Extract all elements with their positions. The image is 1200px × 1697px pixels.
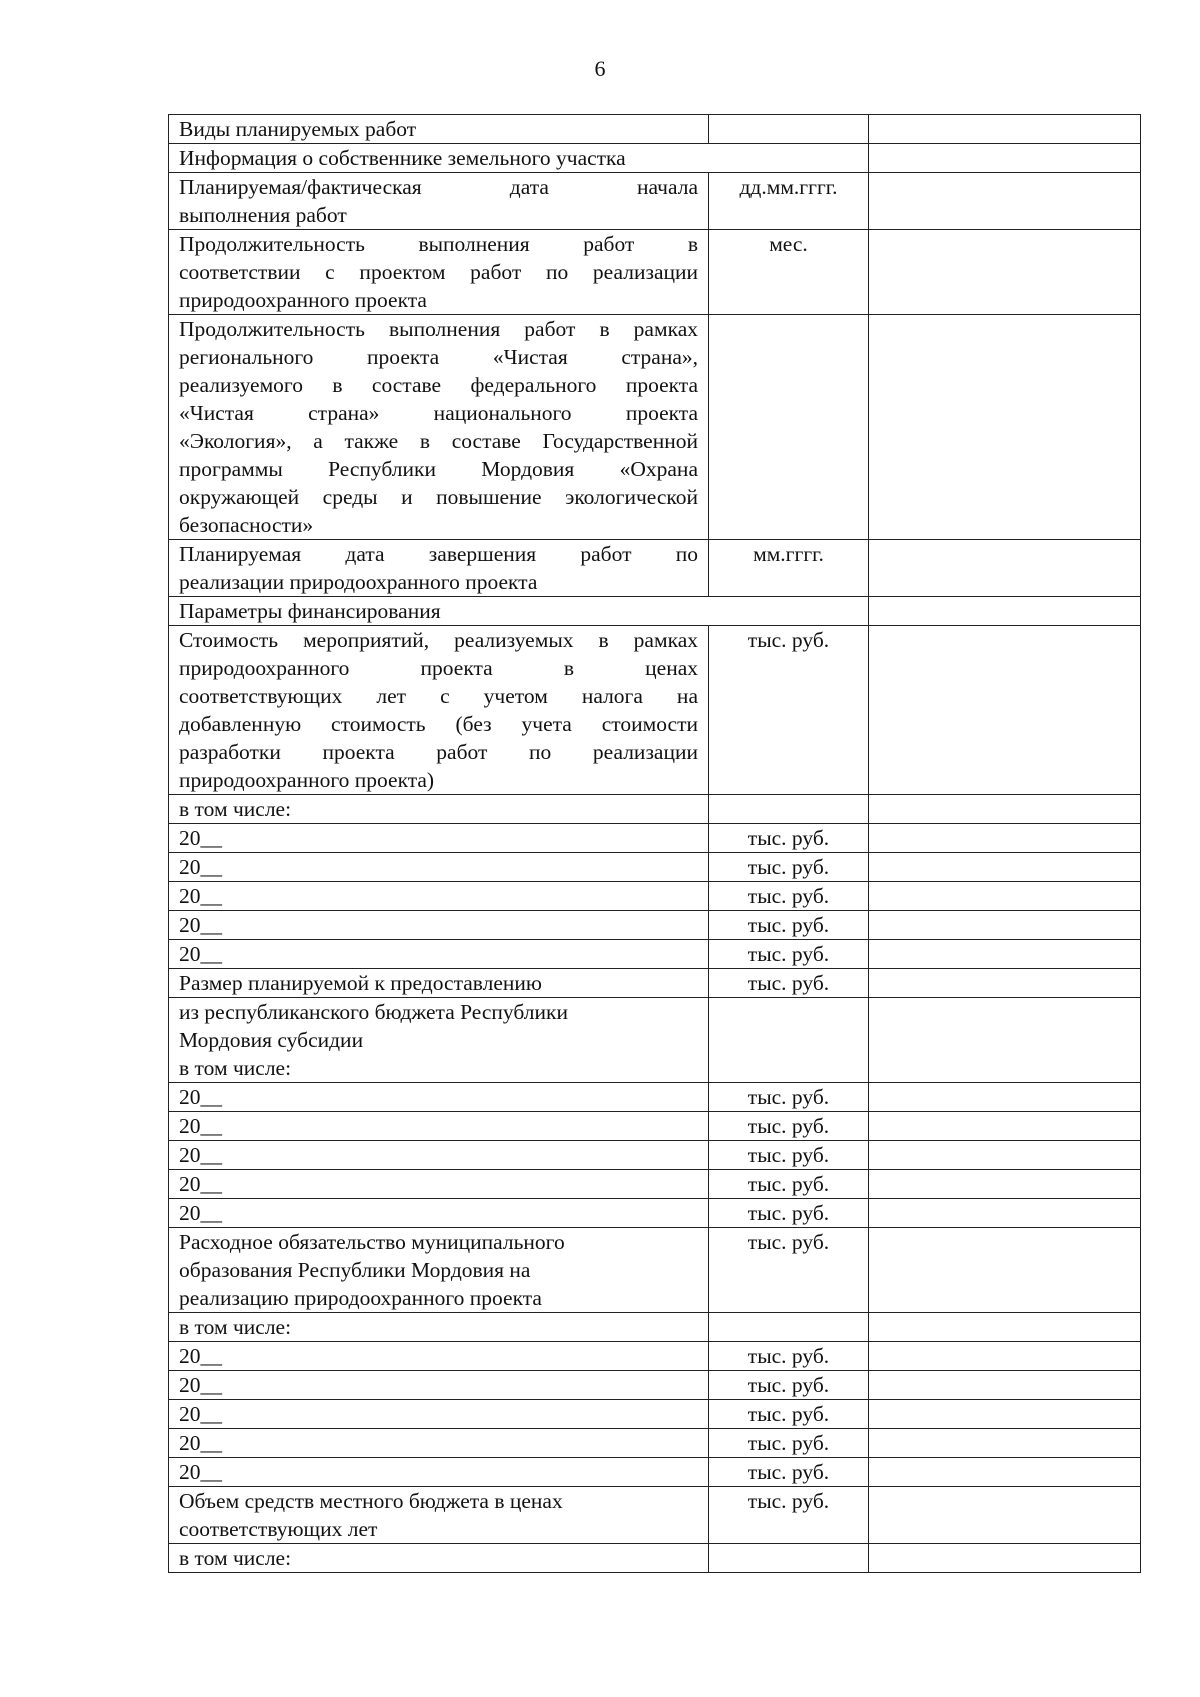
form-row bbox=[169, 998, 1141, 1083]
unit-cell bbox=[709, 1313, 869, 1342]
unit-cell bbox=[709, 115, 869, 144]
indicator-text-line: 20__ bbox=[179, 1402, 222, 1426]
unit-cell: мес. bbox=[709, 230, 869, 315]
indicator-cell bbox=[169, 853, 709, 882]
value-cell[interactable] bbox=[869, 853, 1141, 882]
form-row bbox=[169, 1487, 1141, 1544]
unit-cell: тыс. руб. bbox=[709, 882, 869, 911]
value-cell[interactable] bbox=[869, 540, 1141, 597]
indicator-cell bbox=[169, 540, 709, 597]
indicator-cell bbox=[169, 1170, 709, 1199]
indicator-text-line: разработки проекта работ по реализации bbox=[179, 740, 698, 764]
indicator-text-line: в том числе: bbox=[179, 1056, 292, 1080]
value-cell[interactable] bbox=[869, 1458, 1141, 1487]
form-row bbox=[169, 626, 1141, 795]
indicator-cell bbox=[169, 1400, 709, 1429]
indicator-text-line: Информация о собственнике земельного участка bbox=[179, 146, 626, 170]
form-row bbox=[169, 230, 1141, 315]
indicator-text-line: 20__ bbox=[179, 913, 222, 937]
indicator-cell bbox=[169, 597, 869, 626]
value-cell[interactable] bbox=[869, 1371, 1141, 1400]
form-row bbox=[169, 173, 1141, 230]
form-row bbox=[169, 1141, 1141, 1170]
value-cell[interactable] bbox=[869, 173, 1141, 230]
form-row bbox=[169, 1429, 1141, 1458]
indicator-text-line: Объем средств местного бюджета в ценах bbox=[179, 1489, 563, 1513]
value-cell[interactable] bbox=[869, 1429, 1141, 1458]
indicator-cell bbox=[169, 1112, 709, 1141]
unit-cell: тыс. руб. bbox=[709, 1371, 869, 1400]
indicator-text-line: 20__ bbox=[179, 1373, 222, 1397]
value-cell[interactable] bbox=[869, 1170, 1141, 1199]
unit-cell: тыс. руб. bbox=[709, 1228, 869, 1313]
indicator-text-line: 20__ bbox=[179, 1460, 222, 1484]
form-row bbox=[169, 597, 1141, 626]
form-row bbox=[169, 540, 1141, 597]
form-row bbox=[169, 115, 1141, 144]
value-cell[interactable] bbox=[869, 998, 1141, 1083]
indicator-cell bbox=[169, 1313, 709, 1342]
form-row bbox=[169, 1544, 1141, 1573]
unit-cell: мм.гггг. bbox=[709, 540, 869, 597]
value-cell[interactable] bbox=[869, 940, 1141, 969]
value-cell[interactable] bbox=[869, 1544, 1141, 1573]
unit-cell: тыс. руб. bbox=[709, 1458, 869, 1487]
unit-cell: дд.мм.гггг. bbox=[709, 173, 869, 230]
indicator-text-line: «Чистая страна» национального проекта bbox=[179, 401, 698, 425]
indicator-text-line: окружающей среды и повышение экологической bbox=[179, 485, 698, 509]
form-table-body bbox=[169, 115, 1141, 1573]
indicator-text-line: из республиканского бюджета Республики bbox=[179, 1000, 568, 1024]
value-cell[interactable] bbox=[869, 1400, 1141, 1429]
indicator-text-line: Продолжительность выполнения работ в bbox=[179, 232, 698, 256]
unit-cell: тыс. руб. bbox=[709, 1083, 869, 1112]
value-cell[interactable] bbox=[869, 1141, 1141, 1170]
form-row bbox=[169, 1083, 1141, 1112]
indicator-cell bbox=[169, 115, 709, 144]
indicator-cell bbox=[169, 882, 709, 911]
indicator-cell bbox=[169, 173, 709, 230]
form-row bbox=[169, 911, 1141, 940]
indicator-text-line: соответствии с проектом работ по реализации bbox=[179, 260, 698, 284]
unit-cell: тыс. руб. bbox=[709, 1400, 869, 1429]
indicator-text-line: программы Республики Мордовия «Охрана bbox=[179, 457, 698, 481]
indicator-text-line: 20__ bbox=[179, 1344, 222, 1368]
form-row bbox=[169, 940, 1141, 969]
indicator-cell bbox=[169, 795, 709, 824]
value-cell[interactable] bbox=[869, 115, 1141, 144]
indicator-cell bbox=[169, 626, 709, 795]
indicator-cell bbox=[169, 969, 709, 998]
indicator-text-line: Виды планируемых работ bbox=[179, 117, 417, 141]
indicator-text-line: соответствующих лет bbox=[179, 1517, 378, 1541]
indicator-cell bbox=[169, 1141, 709, 1170]
unit-cell: тыс. руб. bbox=[709, 1112, 869, 1141]
indicator-text-line: 20__ bbox=[179, 1431, 222, 1455]
indicator-cell bbox=[169, 315, 709, 540]
form-row bbox=[169, 1313, 1141, 1342]
indicator-text-line: в том числе: bbox=[179, 1315, 292, 1339]
indicator-cell bbox=[169, 998, 709, 1083]
indicator-text-line: Расходное обязательство муниципального bbox=[179, 1230, 565, 1254]
unit-cell: тыс. руб. bbox=[709, 626, 869, 795]
value-cell[interactable] bbox=[869, 1228, 1141, 1313]
value-cell[interactable] bbox=[869, 144, 1141, 173]
unit-cell: тыс. руб. bbox=[709, 1199, 869, 1228]
indicator-text-line: регионального проекта «Чистая страна», bbox=[179, 345, 698, 369]
indicator-text-line: образования Республики Мордовия на bbox=[179, 1258, 531, 1282]
value-cell[interactable] bbox=[869, 911, 1141, 940]
indicator-text-line: Стоимость мероприятий, реализуемых в рамках bbox=[179, 628, 698, 652]
unit-cell: тыс. руб. bbox=[709, 1487, 869, 1544]
form-row bbox=[169, 1371, 1141, 1400]
value-cell[interactable] bbox=[869, 1313, 1141, 1342]
unit-cell: тыс. руб. bbox=[709, 853, 869, 882]
value-cell[interactable] bbox=[869, 969, 1141, 998]
application-form-table bbox=[168, 114, 1141, 1573]
indicator-text-line: 20__ bbox=[179, 1172, 222, 1196]
indicator-text-line: 20__ bbox=[179, 884, 222, 908]
unit-cell: тыс. руб. bbox=[709, 824, 869, 853]
indicator-cell bbox=[169, 1429, 709, 1458]
form-row bbox=[169, 795, 1141, 824]
indicator-text-line: выполнения работ bbox=[179, 203, 347, 227]
form-row bbox=[169, 315, 1141, 540]
form-row bbox=[169, 1170, 1141, 1199]
value-cell[interactable] bbox=[869, 1112, 1141, 1141]
value-cell[interactable] bbox=[869, 824, 1141, 853]
form-row bbox=[169, 1342, 1141, 1371]
indicator-cell bbox=[169, 1371, 709, 1400]
unit-cell bbox=[709, 795, 869, 824]
indicator-text-line: Мордовия субсидии bbox=[179, 1028, 364, 1052]
indicator-cell bbox=[169, 1544, 709, 1573]
indicator-cell bbox=[169, 1342, 709, 1371]
value-cell[interactable] bbox=[869, 1199, 1141, 1228]
form-row bbox=[169, 1458, 1141, 1487]
form-row bbox=[169, 144, 1141, 173]
unit-cell: тыс. руб. bbox=[709, 1429, 869, 1458]
value-cell[interactable] bbox=[869, 1487, 1141, 1544]
value-cell[interactable] bbox=[869, 795, 1141, 824]
indicator-text-line: реализации природоохранного проекта bbox=[179, 570, 538, 594]
indicator-text-line: в том числе: bbox=[179, 1546, 292, 1570]
value-cell[interactable] bbox=[869, 597, 1141, 626]
indicator-cell bbox=[169, 1228, 709, 1313]
indicator-text-line: 20__ bbox=[179, 826, 222, 850]
indicator-cell bbox=[169, 1083, 709, 1112]
form-row bbox=[169, 824, 1141, 853]
indicator-cell bbox=[169, 911, 709, 940]
indicator-text-line: 20__ bbox=[179, 855, 222, 879]
page-number: 6 bbox=[594, 56, 606, 81]
indicator-text-line: Планируемая/фактическая дата начала bbox=[179, 175, 698, 199]
indicator-text-line: Продолжительность выполнения работ в рамках bbox=[179, 317, 698, 341]
indicator-text-line: природоохранного проекта bbox=[179, 288, 427, 312]
value-cell[interactable] bbox=[869, 315, 1141, 540]
indicator-text-line: добавленную стоимость (без учета стоимости bbox=[179, 712, 698, 736]
unit-cell: тыс. руб. bbox=[709, 1141, 869, 1170]
indicator-text-line: Размер планируемой к предоставлению bbox=[179, 971, 542, 995]
unit-cell bbox=[709, 1544, 869, 1573]
indicator-text-line: Планируемая дата завершения работ по bbox=[179, 542, 698, 566]
form-row bbox=[169, 882, 1141, 911]
indicator-text-line: реализацию природоохранного проекта bbox=[179, 1286, 542, 1310]
unit-cell: тыс. руб. bbox=[709, 1170, 869, 1199]
unit-cell: тыс. руб. bbox=[709, 940, 869, 969]
unit-cell bbox=[709, 998, 869, 1083]
indicator-cell bbox=[169, 1458, 709, 1487]
form-row bbox=[169, 1199, 1141, 1228]
indicator-cell bbox=[169, 940, 709, 969]
indicator-text-line: 20__ bbox=[179, 1114, 222, 1138]
indicator-text-line: 20__ bbox=[179, 942, 222, 966]
indicator-text-line: реализуемого в составе федерального проекта bbox=[179, 373, 698, 397]
value-cell[interactable] bbox=[869, 1342, 1141, 1371]
indicator-cell bbox=[169, 144, 869, 173]
value-cell[interactable] bbox=[869, 230, 1141, 315]
indicator-cell bbox=[169, 1487, 709, 1544]
indicator-text-line: 20__ bbox=[179, 1143, 222, 1167]
form-row bbox=[169, 1400, 1141, 1429]
indicator-text-line: «Экология», а также в составе Государственной bbox=[179, 429, 698, 453]
value-cell[interactable] bbox=[869, 626, 1141, 795]
indicator-cell bbox=[169, 824, 709, 853]
form-row bbox=[169, 1112, 1141, 1141]
indicator-text-line: природоохранного проекта) bbox=[179, 768, 435, 792]
indicator-cell bbox=[169, 1199, 709, 1228]
indicator-text-line: соответствующих лет с учетом налога на bbox=[179, 684, 698, 708]
value-cell[interactable] bbox=[869, 882, 1141, 911]
form-row bbox=[169, 853, 1141, 882]
indicator-text-line: Параметры финансирования bbox=[179, 599, 441, 623]
form-row bbox=[169, 1228, 1141, 1313]
value-cell[interactable] bbox=[869, 1083, 1141, 1112]
unit-cell: тыс. руб. bbox=[709, 969, 869, 998]
indicator-text-line: 20__ bbox=[179, 1201, 222, 1225]
indicator-text-line: в том числе: bbox=[179, 797, 292, 821]
form-row bbox=[169, 969, 1141, 998]
unit-cell bbox=[709, 315, 869, 540]
unit-cell: тыс. руб. bbox=[709, 911, 869, 940]
unit-cell: тыс. руб. bbox=[709, 1342, 869, 1371]
indicator-text-line: безопасности» bbox=[179, 513, 314, 537]
indicator-text-line: природоохранного проекта в ценах bbox=[179, 656, 698, 680]
indicator-cell bbox=[169, 230, 709, 315]
indicator-text-line: 20__ bbox=[179, 1085, 222, 1109]
